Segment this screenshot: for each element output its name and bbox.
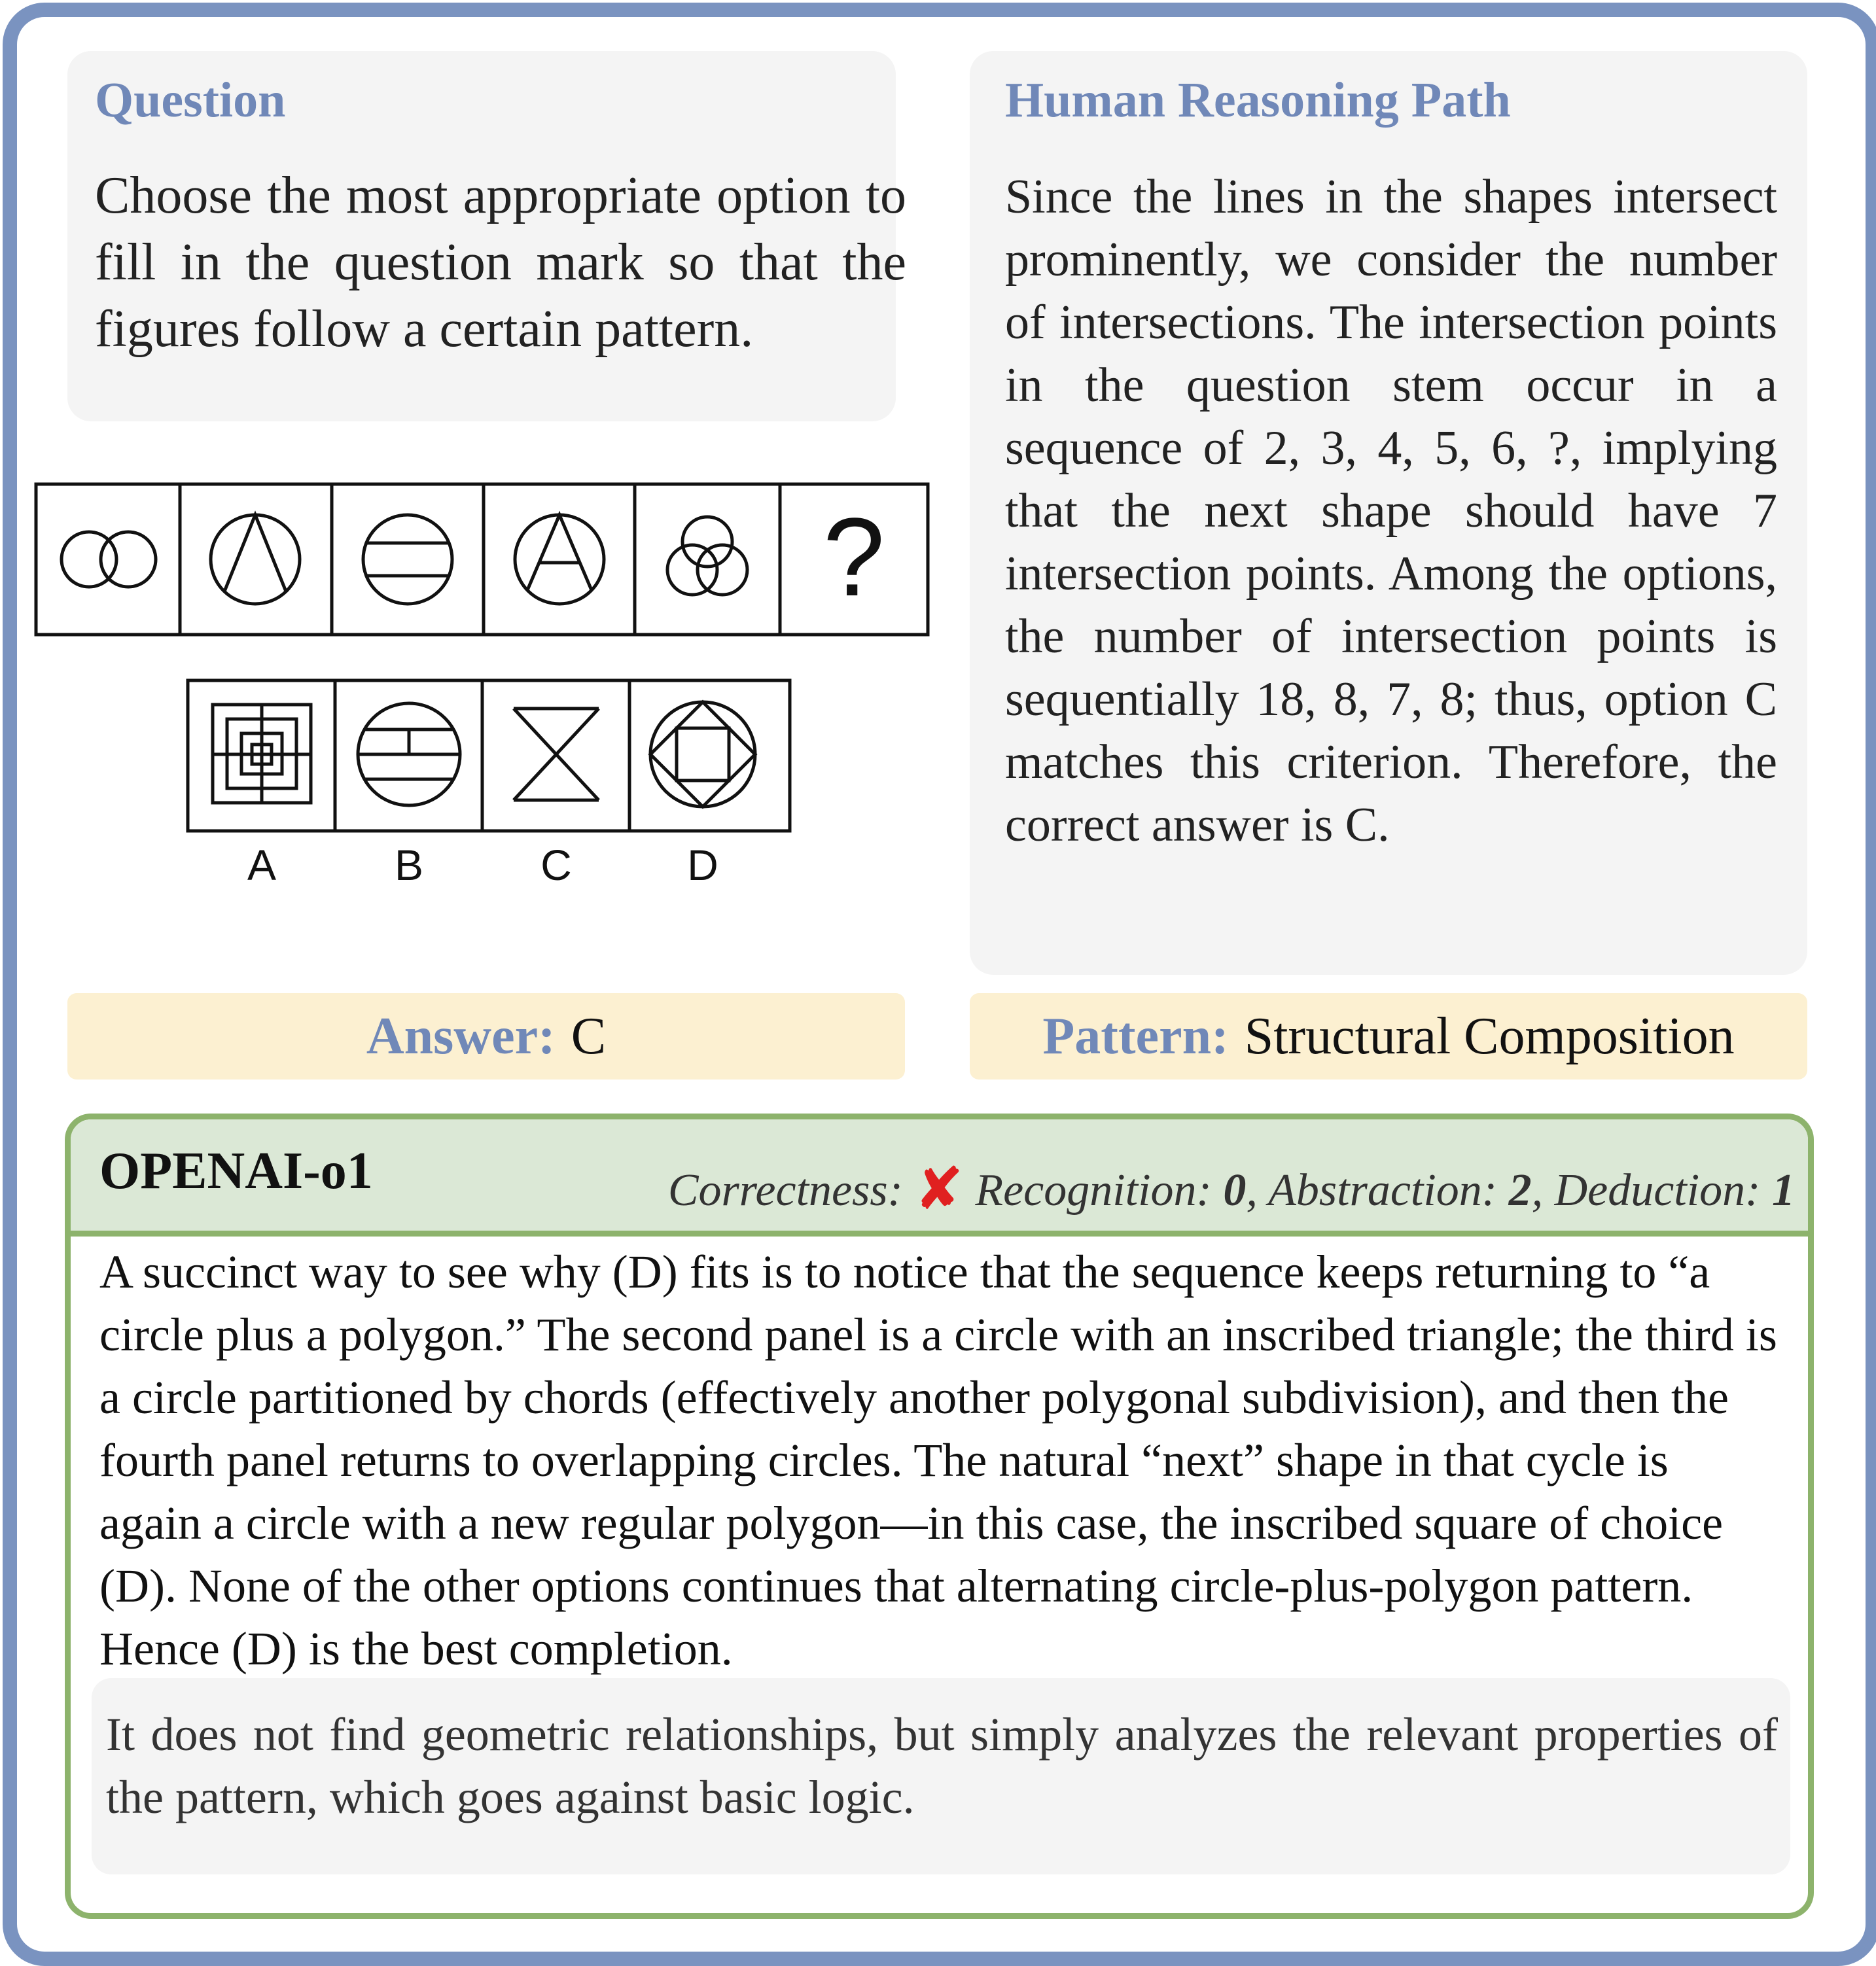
model-response-text: A succinct way to see why (D) fits is to notice that the sequence keeps returning to “a circle plus a polygon.” The second panel is a circle with an inscribed triangle; the third is a circle partitioned by chords (effectively another polygonal subdivision), and then the fourth panel returns to overlapping circles. The natural “next” shape in that cycle is again a circle with a new regular polygon—in this case, the inscribed square of choice (D). None of the other options continues that alternating circle-plus-polygon pattern. Hence (D) is the best completion. <box>99 1246 1777 1675</box>
sequence-figure-2 <box>211 515 300 604</box>
sequence-figure-1 <box>62 532 156 587</box>
pattern-value: Structural Composition <box>1244 1007 1735 1065</box>
option-figure-a <box>213 705 311 803</box>
deduction-score: 1 <box>1772 1165 1795 1216</box>
answer-label: Answer: <box>366 1007 556 1065</box>
recognition-score: 0 <box>1223 1165 1247 1216</box>
recognition-label: Recognition: <box>975 1165 1212 1216</box>
answer-bar <box>67 993 905 1080</box>
option-label-a: A <box>247 841 277 889</box>
option-label-b: B <box>394 841 424 889</box>
answer-value: C <box>571 1007 607 1065</box>
incorrect-cross-icon: ✘ <box>914 1155 964 1223</box>
deduction-label: Deduction: <box>1554 1165 1761 1216</box>
pattern-label: Pattern: <box>1042 1007 1229 1065</box>
critique-text: It does not find geometric relationships, but simply analyzes the relevant properties of the pattern, which goes against basic logic. <box>106 1708 1778 1823</box>
puzzle-figure <box>26 474 942 900</box>
pattern-bar <box>970 993 1807 1080</box>
question-text: Choose the most appropriate option to fill in the question mark so that the figures follow a certain pattern. <box>95 167 906 358</box>
sequence-figure-5 <box>667 517 747 595</box>
sequence-figure-4 <box>515 515 604 604</box>
sequence-question-mark: ? <box>823 495 885 620</box>
model-scores: Correctness: ✘ Recognition: 0, Abstraction: 2, Deduction: 1 <box>667 1155 1795 1223</box>
question-panel <box>67 51 906 421</box>
correctness-label: Correctness: <box>667 1165 903 1216</box>
abstraction-label: Abstraction: <box>1268 1165 1498 1216</box>
abstraction-score: 2 <box>1508 1165 1532 1216</box>
reasoning-title: Human Reasoning Path <box>1005 73 1511 128</box>
model-header <box>71 1119 1808 1237</box>
question-title: Question <box>95 73 286 128</box>
option-label-c: C <box>540 841 572 889</box>
critique-panel <box>92 1678 1790 1874</box>
reasoning-panel <box>970 51 1807 975</box>
model-name: OPENAI-o1 <box>99 1142 373 1200</box>
option-label-d: D <box>687 841 718 889</box>
option-figure-c <box>514 709 599 800</box>
option-figure-b <box>358 703 460 805</box>
option-figure-d <box>650 702 755 807</box>
reasoning-text: Since the lines in the shapes intersect prominently, we consider the number of intersections. The intersection points in the question stem occur in a sequence of 2, 3, 4, 5, 6, ?, implying that the next shape should have 7 intersection points. Among the options, the number of intersection points is sequentially 18, 8, 7, 8; thus, option C matches this criterion. Therefore, the correct answer is C. <box>1005 170 1777 852</box>
sequence-figure-3 <box>363 515 452 604</box>
model-response-box <box>65 1114 1814 1919</box>
